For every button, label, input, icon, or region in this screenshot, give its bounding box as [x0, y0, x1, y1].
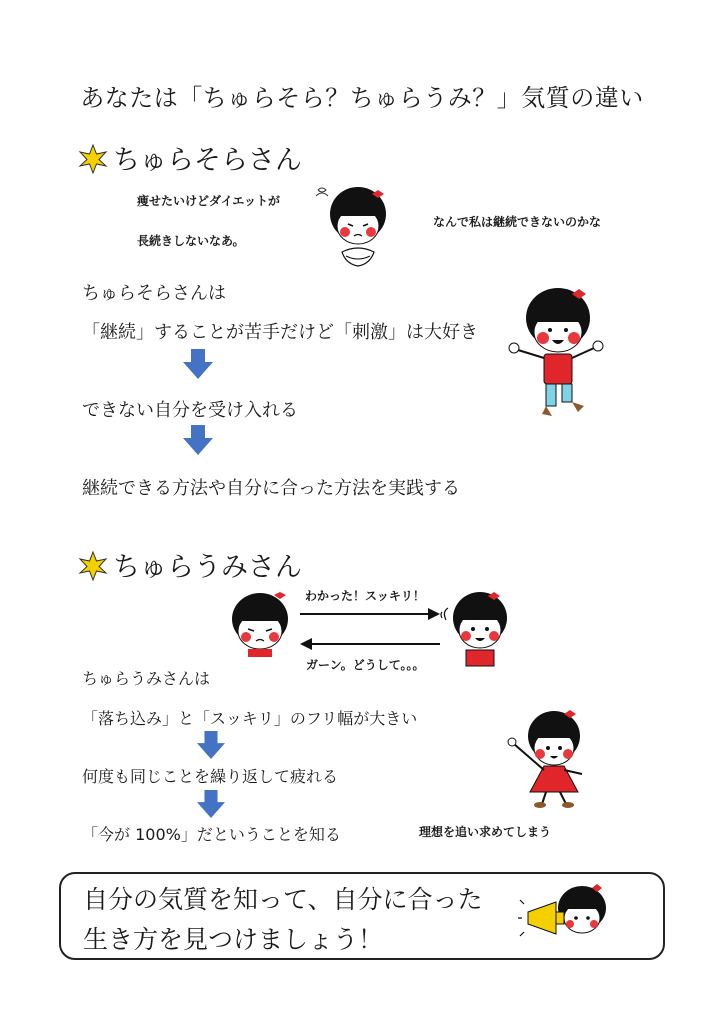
- dancing-girl-illustration: [502, 706, 598, 810]
- worried-girl-illustration: [312, 180, 402, 272]
- speech-text-sora-3: なんで私は継続できないのかな: [433, 215, 602, 229]
- sora-intro: ちゅらそらさんは: [82, 283, 226, 304]
- message-line-2: 生き方を見つけましょう！: [83, 925, 384, 954]
- arrow-label-left: ガーン。どうして。。。: [306, 658, 425, 672]
- arrow-left-icon: [300, 638, 440, 650]
- umi-step-3: 「今が 100%」だということを知る: [82, 825, 341, 844]
- page-title: あなたは「ちゅらそら？ちゅらうみ？」気質の違い: [80, 84, 644, 112]
- sora-step-1: 「継続」することが苦手だけど「刺激」は大好き: [82, 322, 478, 343]
- speech-text-sora-2: 長続きしないなあ。: [137, 234, 245, 248]
- arrow-down-icon: [183, 349, 213, 379]
- megaphone-girl-illustration: [520, 882, 616, 946]
- sora-step-3: 継続できる方法や自分に合った方法を実践する: [82, 478, 460, 499]
- umi-step-2: 何度も同じことを繰り返して疲れる: [82, 767, 339, 786]
- umi-intro: ちゅらうみさんは: [82, 669, 211, 688]
- energetic-girl-illustration: [500, 282, 612, 430]
- star-icon: [78, 551, 108, 581]
- arrow-label-right: わかった！スッキリ！: [305, 589, 425, 603]
- arrow-down-icon: [183, 425, 213, 455]
- arrow-right-icon: [300, 608, 440, 620]
- message-line-1: 自分の気質を知って、自分に合った: [83, 885, 483, 914]
- section-heading-sora: ちゅらそらさん: [113, 145, 302, 176]
- umi-caption: 理想を追い求めてしまう: [419, 825, 552, 839]
- crying-girl-illustration: [224, 589, 296, 659]
- speech-text-sora-1: 痩せたいけどダイエットが: [137, 194, 281, 208]
- umi-step-1: 「落ち込み」と「スッキリ」のフリ幅が大きい: [82, 709, 418, 728]
- happy-girl-illustration: [436, 588, 516, 668]
- star-icon: [78, 144, 108, 174]
- section-heading-umi: ちゅらうみさん: [113, 552, 302, 583]
- sora-step-2: できない自分を受け入れる: [82, 400, 298, 421]
- arrow-down-icon: [197, 731, 225, 759]
- arrow-down-icon: [197, 790, 225, 818]
